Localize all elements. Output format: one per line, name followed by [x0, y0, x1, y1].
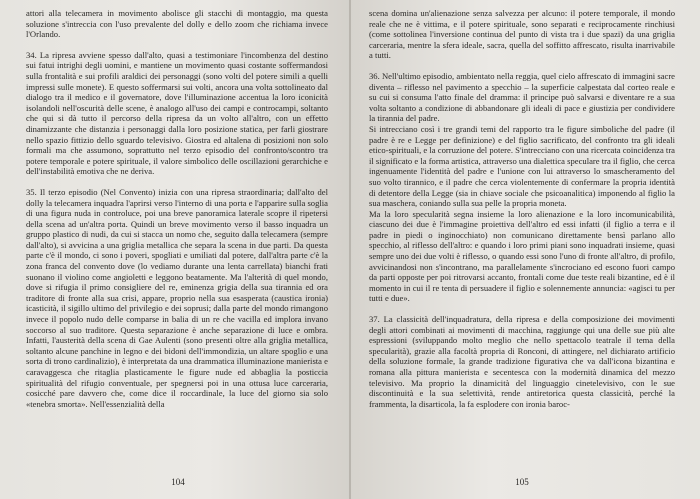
paragraph: Si intrecciano così i tre grandi temi del rapporto tra le figure simboliche del padre (il padre è re e Legge per definizione) e del figlio sacrificato, del confronto tra gli ideali etico-spirituali, e la corruzione del potere. S'intrecciano con una ricercata coincidenza tra il significato e la forma artistica, attraverso una dialettica speculare tra il figlio, che cerca ingenuamente l'identità del padre e l'unione con lui attraverso lo smascheramento del suo volto tirannico, e il padre che cerca violentemente di confermare la propria identità di detentore della Legge (sia in chiave sociale che psicoanalitica) imponendo al figlio la sua maschera, coniando sulla sua pelle la propria moneta.: [369, 123, 675, 209]
paragraph: Ma la loro specularità segna insieme la loro alienazione e la loro incomunicabilità, ciascuno dei due è l'immagine proiettiva dell'altro ed essi infatti (il figlio a terra e il padre in piedi o inginocchiato) non comunicano direttamente bensì parlano allo specchio, al riflesso dell'altro: e quando i loro primi piani sono inquadrati insieme, quasi sempre uno dei due volti è riflesso, o quando essi sono l'uno di fronte all'altro, di profilo, avvicinandosi non s'incontrano, ma parallelamente s'incrociano ed escono fuori campo da parti opposte per poi ritrovarsi accanto, frontali come due teste reali bizantine, ed è il momento in cui il re tenta di persuadere il figlio e solennemente annuncia: «agisci tu per tutti e due».: [369, 208, 675, 304]
page-number: 105: [515, 477, 529, 487]
page-number: 104: [171, 477, 185, 487]
paragraph: 34. La ripresa avviene spesso dall'alto, quasi a testimoniare l'incombenza del destino sui fatui intrighi degli uomini, e mantiene un movimento quasi costante soffermandosi sulla frontalità e sui profili araldici dei personaggi (sono volti del potere simili a quelli impressi sulle monete). E questo soffermarsi sui volti, ancora una volta sottolineato dal dialogo tra il medico e il governatore, dove l'illuminazione accentua la loro iconicità isolandoli nell'oscurità delle scene, è analogo all'uso dei campi e controcampi, soltanto che qui si dà tutto il percorso della ripresa da un volto all'altro, con un effetto dinamizzante che distanzia i personaggi dalla loro posizione statica, per farli giostrare nello spazio fittizio dello sguardo televisivo. Giostra ed altalena di posizioni non solo formali ma che assumono, soprattutto nel terzo episodio del confronto/scontro tra potere temporale e potere spirituale, il valore simbolico delle oscillazioni gerarchiche e dell'instabilità emotiva che ne deriva.: [26, 49, 328, 177]
paragraph: 37. La classicità dell'inquadratura, della ripresa e della composizione dei movimenti degli attori combinati ai movimenti di macchina, raggiunge qui una delle sue più alte espressioni (sviluppando molto meglio che nello spettacolo teatrale il tema della specularità), grazie alla facoltà propria di Ronconi, di attingere, nel dichiarato artificio della soluzione formale, la grande tradizione figurativa che va dall'icona bizantina e romana alla pittura manierista e secentesca con la modernità dinamica del mezzo televisivo. Ma proprio la dinamicità del linguaggio cinetelevisivo, con le sue discontinuità e la sua selettività, rende antiretorica questa classicità, perché la frammenta, la disarticola, la fa esplodere con ironia baroc-: [369, 314, 675, 409]
right-page-text: [369, 8, 675, 409]
paragraph: 36. Nell'ultimo episodio, ambientato nella reggia, quel cielo affrescato di immagini sacre diventa – riflesso nel pavimento a specchio – la superficie calpestata dal corteo reale e su cui si consuma l'atto finale del dramma: il principe può salvarsi e diventare re a sua volta soltanto a condizione di abbandonare gli ideali di pace e giustizia per condividere la tirannia del padre.: [369, 70, 675, 124]
paragraph: scena domina un'alienazione senza salvezza per alcuno: il potere temporale, il mondo reale che ne è vittima, e il potere spirituale, sono separati e reciprocamente rinchiusi (come sottolinea l'inversione continua del punto di vista tra i due spazi) da una griglia carceraria, mentre la sfera ideale, sacra, quella del soffitto affrescato, risulta inarrivabile a tutti.: [369, 8, 675, 61]
book-gutter: [349, 0, 351, 499]
left-page-text: [26, 8, 328, 409]
paragraph: 35. Il terzo episodio (Nel Convento) inizia con una ripresa straordinaria; dall'alto del dolly la telecamera inquadra l'aprirsi verso l'interno di una porta e l'apparire sulla soglia di una figura nuda in controluce, poi una breve panoramica laterale scopre il ripetersi della scena ad un'altra porta. Quindi un breve movimento verso il basso inquadra un gruppo plastico di nudi, da cui si stacca un nomo che, seguito dalla telecamera (sempre dall'alto), si avvicina a una griglia metallica che separa la scena in due parti. Da questa parte c'è il mondo, ci sono i poveri, spogliati e umiliati dal potere, dall'altra parte c'è la zona franca del convento dove (lo vediamo durante una lenta carrellata) bianchi frati suonano il violino come angioletti e leggono beatamente. Ma l'alterità di quel mondo, dove si rifugia il primo consigliere del re, eminenza grigia della sua tirannia ed ora traditore di fronte alla sua crisi, appare, proprio nella sua esasperata (caustica ironia) icasticità, il sigillo ultimo del privilegio e dei soprusi; dalla parte del mondo rimangono invece il popolo nudo delle comparse in balia di un re che vacilla ed implora invano soccorso al suo traditore. Questa separazione è anche separazione di luce e ombra. Infatti, l'austerità della scena di Gae Aulenti (sono presenti oltre alla griglia metallica, soltanto alcune panchine in legno e dei bidoni dell'immondizia, un altare spoglio e una sorta di trono cardinalizio), è interpretata da una drammatica illuminazione manierista e caravaggesca che ritaglia plasticamente le figure nude ed abbaglia la posticcia spiritualità del rifugio conventuale, per spegnersi poi in una ottusa luce carceraria, cosicché pare davvero che, come dice il roccardinale, la luce del giorno sia solo «tenebra smorta». Nell'essenzialità della: [26, 186, 328, 409]
right-page: [350, 0, 700, 499]
paragraph: attori alla telecamera in movimento abolisce gli stacchi di montaggio, ma questa soluzione s'intreccia con l'uso prevalente del dolly e dello zoom che richiama invece l'Orlando.: [26, 8, 328, 40]
